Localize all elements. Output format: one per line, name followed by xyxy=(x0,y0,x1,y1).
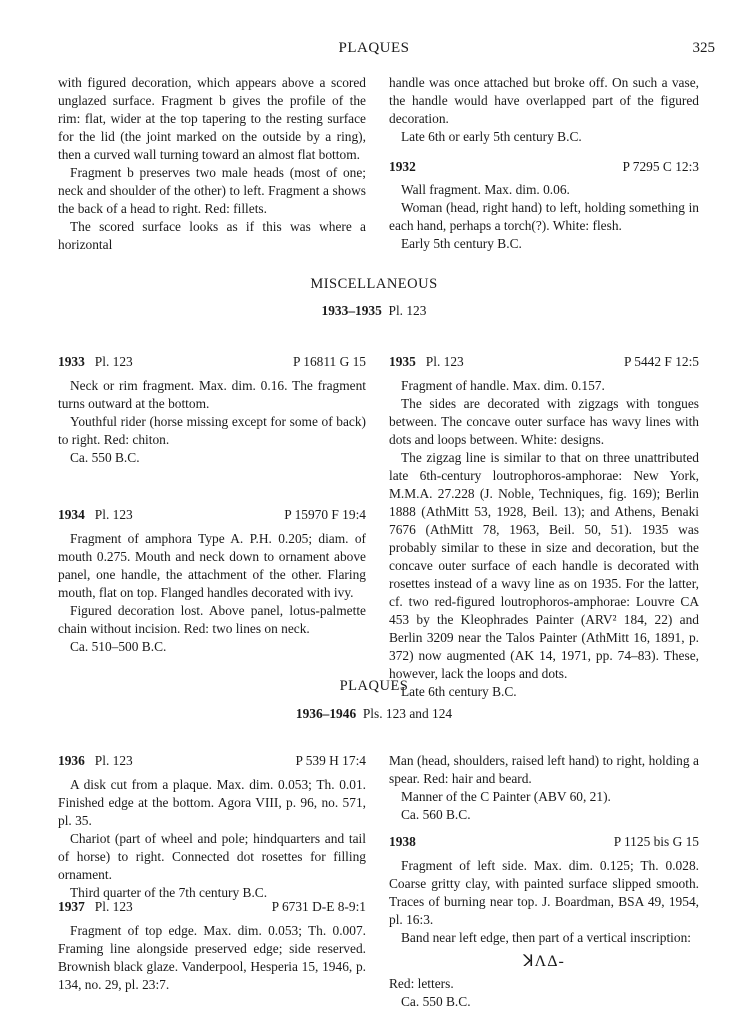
inventory-refs: P 6731 D-E 8-9:1 xyxy=(271,899,366,914)
catalog-number: 1936 xyxy=(58,753,85,768)
catalog-number: 1933 xyxy=(58,354,85,369)
catalog-number: 1934 xyxy=(58,507,85,522)
running-head: PLAQUES xyxy=(338,40,410,56)
paragraph: Fragment of amphora Type A. P.H. 0.205; diam. of mouth 0.275. Mouth and neck down to ornament above panel, one handle, the attachment of the other. Flaring mouth, flat on top. Flanged handles decorated with ivy. xyxy=(58,531,366,600)
section-title-miscellaneous: MISCELLANEOUS xyxy=(310,276,438,292)
paragraph: Manner of the C Painter (ABV 60, 21). xyxy=(401,789,611,804)
range-numbers: 1933–1935 xyxy=(321,303,382,318)
paragraph: The zigzag line is similar to that on three unattributed late 6th-century loutrophoros-amphorae: New York, M.M.A. 27.228 (J. Noble, Techniques, fig. 169); Berlin 1888 (AthMitt 53, 1928, Beil. 13); and Athens, Benaki 7676 (AthMitt 78, 1963, Beil. 50, 51). 1935 was probably similar to these in size and decoration, but the concave outer surface of each handle is decorated with rosettes instead of a wavy line as on 1935. For the latter, cf. two red-figured loutrophoros-amphorae: Louvre CA 453 by the Kleophrades Painter (ARV² 184, 22) and Berlin 3209 near the Talos Painter (AthMitt 16, 1891, p. 372) now augmented (AK 14, 1971, pp. 74–83). These, however, lack the loops and dots. xyxy=(389,450,699,681)
section-range xyxy=(0,706,748,722)
entry-1934 xyxy=(58,506,366,656)
entry-label xyxy=(389,353,464,371)
paragraph: Fragment b preserves two male heads (most of one; neck and shoulder of the other) to left. Fragment a shows the back of a head to right. Red: fillets. xyxy=(58,165,366,216)
date-line: Late 6th or early 5th century B.C. xyxy=(401,129,582,144)
date-line: Ca. 550 B.C. xyxy=(401,994,471,1009)
inventory-refs: P 1125 bis G 15 xyxy=(613,834,699,849)
entry-header xyxy=(58,898,366,916)
plate-ref: Pl. 123 xyxy=(94,507,133,522)
paragraph: Fragment of left side. Max. dim. 0.125; Th. 0.028. Coarse gritty clay, with painted surface slipped smooth. Traces of burning near top. J. Boardman, BSA 49, 1954, pl. 16:3. xyxy=(389,858,699,927)
entry-header-1938 xyxy=(389,833,699,851)
paragraph: The sides are decorated with zigzags with tongues between. The concave outer surface has wavy lines with dots and loops between. White: designs. xyxy=(389,396,699,447)
entry-1936 xyxy=(58,752,366,902)
range-plate: Pls. 123 and 124 xyxy=(362,706,453,721)
paragraph: Man (head, shoulders, raised left hand) to right, holding a spear. Red: hair and beard. xyxy=(389,753,699,786)
inscription-letters: ꓘΛΔ- xyxy=(523,953,565,970)
catalog-number: 1937 xyxy=(58,899,85,914)
catalog-number: 1932 xyxy=(389,159,416,174)
top-left-column xyxy=(58,74,366,254)
entry-1933 xyxy=(58,353,366,467)
paragraph: Neck or rim fragment. Max. dim. 0.16. The fragment turns outward at the bottom. xyxy=(58,378,366,411)
paragraph: The scored surface looks as if this was where a horizontal xyxy=(58,219,366,252)
plaques-right-column xyxy=(389,752,699,1011)
paragraph: with figured decoration, which appears above a scored unglazed surface. Fragment b gives the profile of the rim: flat, wider at the top tapering to the resting surface for the lid (the joint marked on the outside by a ring), then a curved wall turning toward an almost flat bottom. xyxy=(58,75,366,162)
paragraph: Fragment of top edge. Max. dim. 0.053; Th. 0.007. Framing line alongside preserved edge; side reserved. Brownish black glaze. Vanderpool, Hesperia 15, 1946, p. 134, no. 29, pl. 23:7. xyxy=(58,923,366,992)
range-numbers: 1936–1946 xyxy=(295,706,357,721)
plate-ref: Pl. 123 xyxy=(94,354,133,369)
date-line: Third quarter of the 7th century B.C. xyxy=(70,885,268,900)
paragraph: Chariot (part of wheel and pole; hindquarters and tail of horse) to right. Connected dot rosettes for filling ornament. xyxy=(58,831,366,882)
paragraph: Fragment of handle. Max. dim. 0.157. xyxy=(401,378,605,393)
entry-1935 xyxy=(389,353,699,701)
entry-label xyxy=(58,506,133,524)
catalog-number: 1935 xyxy=(389,354,416,369)
paragraph: Woman (head, right hand) to left, holding something in each hand, perhaps a torch(?). White: flesh. xyxy=(389,200,699,233)
entry-header xyxy=(58,752,366,770)
date-line: Early 5th century B.C. xyxy=(401,236,522,251)
inventory-refs: P 539 H 17:4 xyxy=(295,753,366,768)
entry-label xyxy=(58,898,133,916)
entry-label xyxy=(58,353,133,371)
entry-label xyxy=(58,752,133,770)
inventory-refs: P 5442 F 12:5 xyxy=(623,354,699,369)
entry-header-1932 xyxy=(389,158,699,176)
section-range xyxy=(0,303,748,319)
entry-header xyxy=(389,353,699,371)
paragraph: handle was once attached but broke off. On such a vase, the handle would have overlapped part of the figured decoration. xyxy=(389,75,699,126)
inventory-refs: P 15970 F 19:4 xyxy=(284,507,366,522)
date-line: Ca. 560 B.C. xyxy=(401,807,471,822)
inventory-refs: P 7295 C 12:3 xyxy=(622,159,699,174)
section-title-plaques: PLAQUES xyxy=(339,678,409,694)
top-right-column xyxy=(389,74,699,253)
plate-ref: Pl. 123 xyxy=(94,753,133,768)
entry-1937 xyxy=(58,898,366,994)
entry-header xyxy=(58,506,366,524)
paragraph: Band near left edge, then part of a vertical inscription: xyxy=(401,930,692,945)
plate-ref: Pl. 123 xyxy=(425,354,464,369)
inventory-refs: P 16811 G 15 xyxy=(292,354,366,369)
date-line: Ca. 550 B.C. xyxy=(70,450,140,465)
page-number: 325 xyxy=(692,40,715,56)
catalog-number: 1938 xyxy=(389,834,416,849)
date-line: Late 6th century B.C. xyxy=(401,684,517,699)
range-plate: Pl. 123 xyxy=(388,303,427,318)
plate-ref: Pl. 123 xyxy=(94,899,133,914)
entry-header xyxy=(58,353,366,371)
paragraph: Youthful rider (horse missing except for some of back) to right. Red: chiton. xyxy=(58,414,366,447)
paragraph: Figured decoration lost. Above panel, lotus-palmette chain without incision. Red: two lines on neck. xyxy=(58,603,366,636)
date-line: Ca. 510–500 B.C. xyxy=(70,639,167,654)
paragraph: Wall fragment. Max. dim. 0.06. xyxy=(401,182,570,197)
paragraph: A disk cut from a plaque. Max. dim. 0.053; Th. 0.01. Finished edge at the bottom. Agora VIII, p. 96, no. 571, pl. 35. xyxy=(58,777,366,828)
paragraph: Red: letters. xyxy=(389,976,454,991)
